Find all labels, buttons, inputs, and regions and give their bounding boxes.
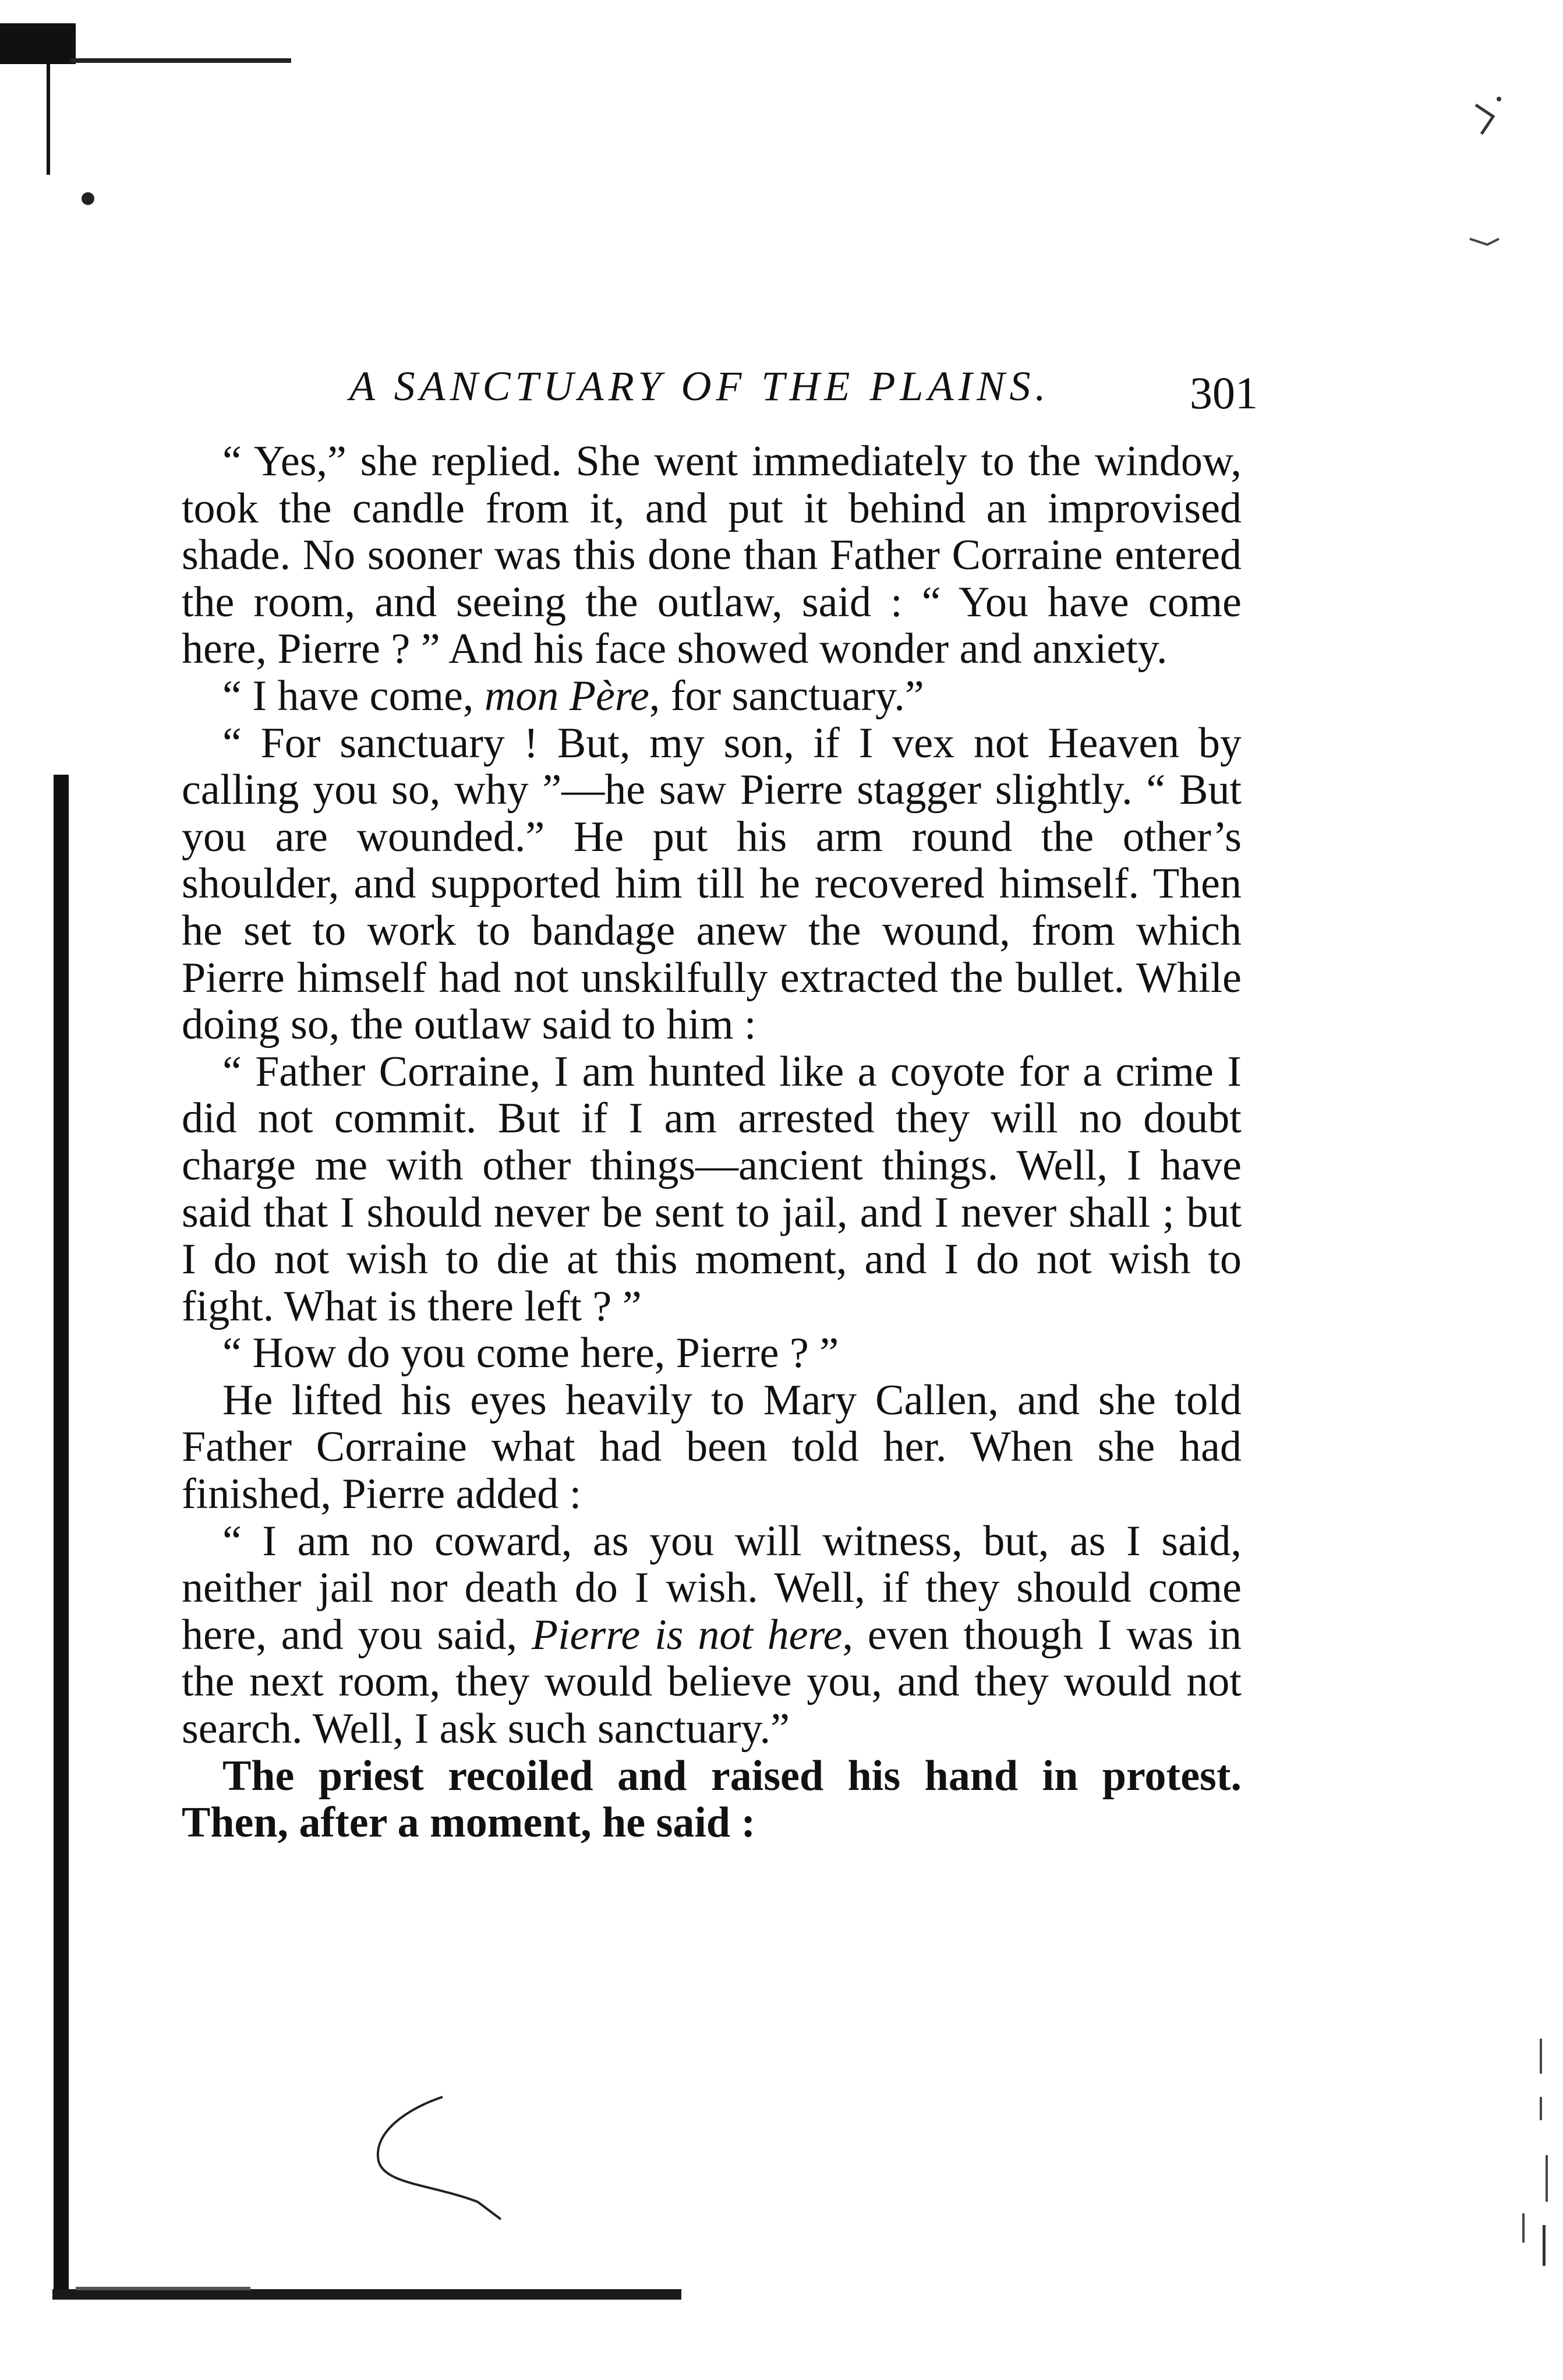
body-text xyxy=(182,438,1242,1846)
italic-phrase: mon Père xyxy=(484,672,649,720)
text-run: “ How do you come here, Pierre ? ” xyxy=(222,1329,839,1378)
scan-bottom-edge xyxy=(52,2283,681,2312)
scan-binding-edge xyxy=(54,775,69,2295)
scan-edge-mark xyxy=(0,23,303,70)
text-run: , for sanctuary.” xyxy=(649,672,924,720)
text-run: “ I am no coward, as you will witness, but, as I said, neither jail nor death do I wish. Well, if they should come here, and you said, xyxy=(182,1517,1242,1659)
scan-margin-line xyxy=(47,64,50,175)
paragraph xyxy=(182,1377,1242,1518)
paragraph xyxy=(182,673,1242,720)
page-header xyxy=(349,356,1258,421)
text-run: “ Father Corraine, I am hunted like a coyote for a crime I did not commit. But if I am arrested they will no doubt charge me with other things—ancient things. Well, I have said that I should never be sent to jail, and I never shall ; but I do not wish to die at this moment, and I do not wish to fight. What is there left ? ” xyxy=(182,1047,1242,1330)
running-title: A SANCTUARY OF THE PLAINS. xyxy=(349,363,1051,409)
paragraph xyxy=(182,720,1242,1048)
pencil-scribble xyxy=(361,2085,512,2225)
text-run: , even though I was in the next room, they would believe you, and they would not search. Well, I ask such sanctuary.” xyxy=(182,1611,1242,1753)
italic-phrase: Pierre is not here xyxy=(531,1611,843,1659)
text-run: He lifted his eyes heavily to Mary Callen, and she told Father Corraine what had been told her. When she had finished, Pierre added : xyxy=(182,1376,1242,1519)
text-run: “ Yes,” she replied. She went immediately to the window, took the candle from it, and put it behind an improvised shade. No sooner was this done than Father Corraine entered the room, and seeing the outlaw, said : “ You have come here, Pierre ? ” And his face showed wonder and anxiety. xyxy=(182,437,1242,673)
text-run: The priest recoiled and raised his hand in protest. Then, after a moment, he said : xyxy=(182,1752,1242,1847)
paragraph xyxy=(182,1518,1242,1753)
paragraph xyxy=(182,1048,1242,1330)
text-run: “ I have come, xyxy=(222,672,485,720)
paragraph xyxy=(182,1330,1242,1377)
ink-blot xyxy=(82,192,94,205)
text-run: “ For sanctuary ! But, my son, if I vex not Heaven by calling you so, why ”—he saw Pierre stagger slightly. “ But you are wounded.” He put his arm round the other’s shoulder, and supported him till he recovered himself. Then he set to work to bandage anew the wound, from which Pierre himself had not unskilfully extracted the bullet. While doing so, the outlaw said to him : xyxy=(182,719,1242,1049)
page-number: 301 xyxy=(1190,368,1258,418)
scan-right-specks xyxy=(1458,0,1563,2380)
paragraph xyxy=(182,1753,1242,1846)
paragraph xyxy=(182,438,1242,673)
